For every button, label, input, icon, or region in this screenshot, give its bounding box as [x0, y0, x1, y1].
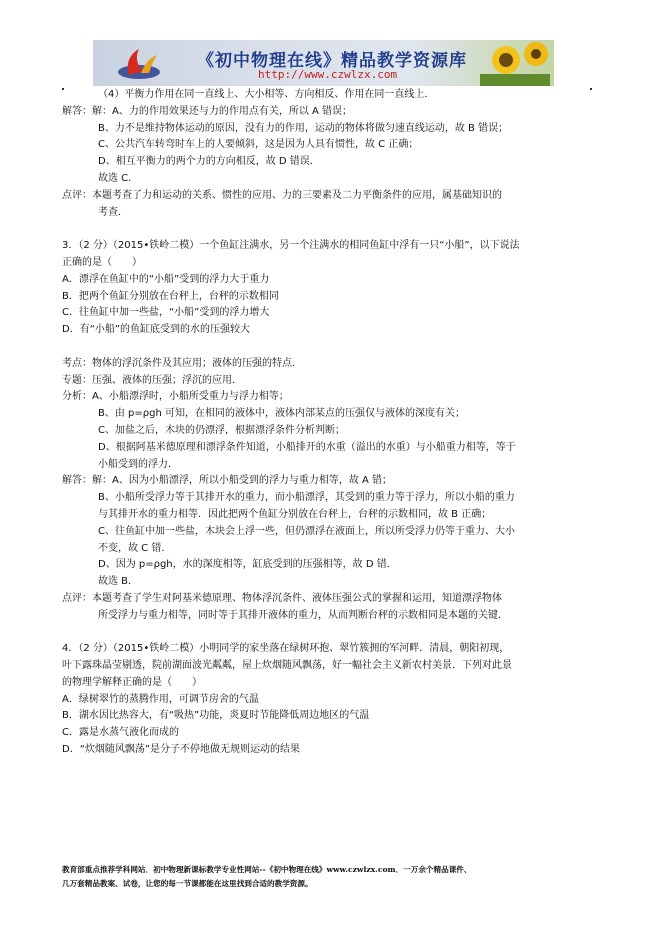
text-line: [62, 205, 594, 222]
text-line: [62, 121, 594, 138]
text-line-content: A．漂浮在鱼缸中的“小船”受到的浮力大于重力: [62, 273, 270, 285]
text-line: [62, 356, 594, 373]
text-line-content: 考查．: [98, 206, 128, 218]
text-line-content: D、根据阿基米德原理和漂浮条件知道，小船排开的水重（溢出的水重）与小船重力相等，等于: [98, 441, 516, 453]
text-line: [62, 137, 594, 154]
text-line: [62, 457, 594, 474]
text-line-content: 点评：本题考查了学生对阿基米德原理、物体浮沉条件、液体压强公式的掌握和运用，知道漂浮物体: [62, 592, 502, 604]
header-banner: [93, 40, 554, 86]
banner-url[interactable]: http://www.czwlzx.com: [258, 68, 398, 81]
text-line: [62, 406, 594, 423]
document-body: [62, 87, 594, 759]
text-line: [62, 423, 594, 440]
text-line-content: C．往鱼缸中加一些盐，“小船”受到的浮力增大: [62, 307, 270, 319]
footer-line: 教育部重点推荐学科网站．初中物理新课标教学专业性网站--《初中物理在线》www.czwlzx.com．一万余个精品课件、: [62, 865, 472, 874]
page-footer: [62, 863, 602, 891]
text-line-content: 所受浮力与重力相等，同时等于其排开液体的重力，从而判断台秤的示数相同是本题的关键．: [98, 609, 508, 621]
text-line-content: B、小船所受浮力等于其排开水的重力，而小船漂浮，其受到的重力等于浮力，所以小船的重力: [98, 492, 515, 504]
text-line-content: D、因为 p=ρgh，水的深度相等，缸底受到的压强相等，故 D 错．: [98, 559, 397, 571]
text-line-content: C、往鱼缸中加一些盐，木块会上浮一些，但仍漂浮在液面上，所以所受浮力仍等于重力、大小: [98, 525, 515, 537]
text-line: [62, 305, 594, 322]
text-line: [62, 322, 594, 339]
text-line: [62, 373, 594, 390]
text-line: [62, 440, 594, 457]
text-line-content: B、由 p=ρgh 可知，在相同的液体中，液体内部某点的压强仅与液体的深度有关；: [98, 408, 465, 420]
text-line-content: 不变，故 C 错．: [98, 542, 172, 554]
text-line-content: 正确的是（ ）: [62, 256, 142, 268]
text-line: [62, 541, 594, 558]
text-line: [62, 641, 594, 658]
text-line: [62, 87, 594, 104]
text-line: [62, 591, 594, 608]
text-line-content: B．湖水因比热容大，有“吸热”功能，炎夏时节能降低周边地区的气温: [62, 710, 370, 722]
text-line: [62, 675, 594, 692]
text-line: [62, 557, 594, 574]
sunflower-icon: [480, 40, 550, 86]
text-line-content: D．“炊烟随风飘荡”是分子不停地做无规则运动的结果: [62, 744, 301, 756]
text-line: [62, 473, 594, 490]
text-line-content: 分析：A、小船漂浮时，小船所受重力与浮力相等；: [62, 391, 289, 403]
text-line-content: 专题：压强、液体的压强；浮沉的应用．: [62, 374, 242, 386]
text-line-content: 3．（2 分）（2015•铁岭二模）一个鱼缸注满水，另一个注满水的相同鱼缸中浮有一只“小船”，以下说法: [62, 240, 520, 252]
text-line: [62, 154, 594, 171]
text-line-content: B．把两个鱼缸分别放在台秤上，台秤的示数相同: [62, 290, 279, 302]
text-line: [62, 104, 594, 121]
text-line-content: C、加盐之后，木块的仍漂浮，根据漂浮条件分析判断；: [98, 424, 345, 436]
text-line-content: 解答：解：A、因为小船漂浮，所以小船受到的浮力与重力相等，故 A 错；: [62, 475, 393, 487]
site-logo-icon: [115, 45, 163, 83]
text-line-content: 解答：解：A、力的作用效果还与力的作用点有关，所以 A 错误；: [62, 105, 353, 117]
text-line-content: A．绿树翠竹的蒸腾作用，可调节房舍的气温: [62, 693, 259, 705]
text-line: [62, 708, 594, 725]
text-line: [62, 742, 594, 759]
blank-line: [62, 221, 594, 238]
text-line: [62, 238, 594, 255]
text-line-content: 叶下露珠晶莹剔透，院前湖面波光粼粼，屋上炊烟随风飘荡，好一幅社会主义新农村美景．下列对此景: [62, 660, 512, 672]
text-line: [62, 171, 594, 188]
text-line-content: 故选 C．: [98, 172, 139, 184]
text-line: [62, 524, 594, 541]
text-line-content: 的物理学解释正确的是（ ）: [62, 676, 202, 688]
text-line: [62, 658, 594, 675]
text-line: [62, 574, 594, 591]
text-line: [62, 692, 594, 709]
text-line: [62, 725, 594, 742]
text-line: [62, 272, 594, 289]
text-line-content: 点评：本题考查了力和运动的关系、惯性的应用、力的三要素及二力平衡条件的应用，属基础知识的: [62, 189, 502, 201]
text-line-content: 4．（2 分）（2015•铁岭二模）小明同学的家坐落在绿树环抱、翠竹簇拥的军河畔．清晨，朝阳初现，: [62, 643, 510, 655]
text-line-content: 考点：物体的浮沉条件及其应用；液体的压强的特点．: [62, 357, 302, 369]
text-line-content: 小船受到的浮力．: [98, 458, 178, 470]
text-line-content: 与其排开水的重力相等．因此把两个鱼缸分别放在台秤上，台秤的示数相同，故 B 正确；: [98, 508, 492, 520]
footer-line: 几万套精品教案、试卷，让您的每一节课都能在这里找到合适的教学资源。: [62, 879, 313, 888]
banner-title: 《初中物理在线》精品教学资源库: [197, 51, 467, 71]
text-line-content: （4）平衡力作用在同一直线上、大小相等、方向相反、作用在同一直线上．: [98, 89, 435, 100]
text-line: [62, 507, 594, 524]
text-line-content: C、公共汽车转弯时车上的人要倾斜，这是因为人具有惯性，故 C 正确；: [98, 139, 419, 151]
blank-line: [62, 339, 594, 356]
text-line-content: B、力不是维持物体运动的原因，没有力的作用，运动的物体将做匀速直线运动，故 B 错误；: [98, 122, 509, 134]
blank-line: [62, 625, 594, 642]
text-line: [62, 389, 594, 406]
text-line: [62, 608, 594, 625]
text-line: [62, 490, 594, 507]
text-line-content: D、相互平衡力的两个力的方向相反，故 D 错误．: [98, 156, 320, 168]
text-line-content: C．露是水蒸气液化而成的: [62, 727, 179, 739]
text-line-content: 故选 B．: [98, 576, 139, 588]
text-line-content: D．有“小船”的鱼缸底受到的水的压强较大: [62, 324, 251, 336]
text-line: [62, 188, 594, 205]
text-line: [62, 255, 594, 272]
text-line: [62, 289, 594, 306]
